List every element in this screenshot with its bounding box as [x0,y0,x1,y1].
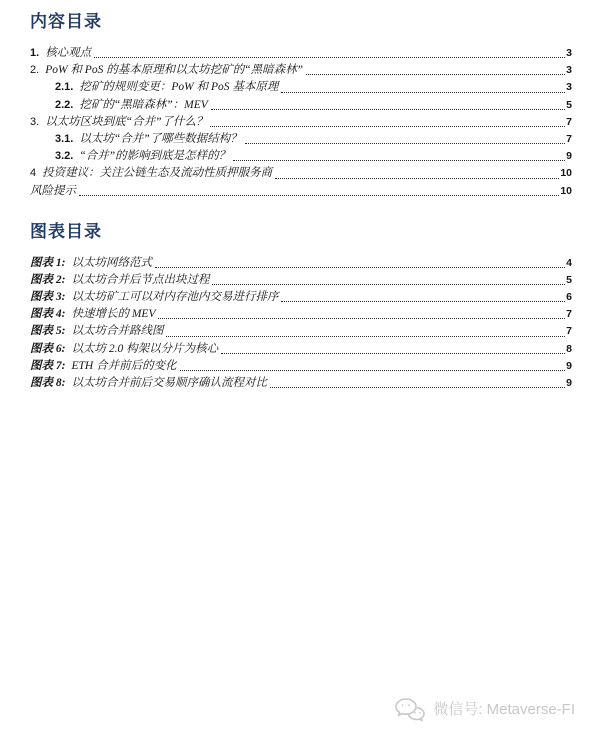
figure-row-number: 图表 8: [30,377,66,389]
toc-row [30,114,572,131]
figure-row-number: 图表 3: [30,291,66,304]
toc-row-label: 挖矿的“黑暗森林”：MEV [79,98,208,111]
toc-row-number: 3. [30,115,40,128]
dotted-leader [245,143,566,144]
figure-row-label: ETH 合并前后的变化 [71,359,177,372]
figure-row-number: 图表 5: [30,325,66,338]
toc-row-number: 3.1. [55,132,74,145]
toc-row-label: “合并”的影响到底是怎样的？ [79,150,231,163]
page-number: 7 [566,115,572,128]
figure-list [30,255,572,393]
toc-row [30,131,572,148]
toc-list [30,45,572,200]
page-number: 10 [560,184,572,197]
figure-row [30,306,572,323]
dotted-leader [211,109,565,110]
figure-row-label: 以太坊合并前后交易顺序确认流程对比 [71,377,267,389]
figure-row-number: 图表 4: [30,308,66,321]
toc-row-number: 1. [30,47,40,59]
figure-row [30,358,572,375]
figure-row [30,289,572,306]
figures-section-title: 图表目录 [30,221,102,241]
figure-row [30,341,572,358]
page-number: 9 [566,377,572,389]
figure-row-number: 图表 6: [30,342,66,355]
toc-row [30,97,572,114]
page-number: 7 [566,308,572,321]
toc-row-label: 以太坊区块到底“合并”了什么？ [45,115,208,128]
toc-row-number: 2.1. [55,81,74,94]
toc-row [30,45,572,62]
page-number: 3 [566,81,572,94]
figure-row-label: 快速增长的 MEV [71,308,156,321]
page-number: 7 [566,132,572,145]
dotted-leader [281,301,565,302]
toc-row-number: 3.2. [55,150,74,163]
figure-row [30,375,572,392]
figure-row-label: 以太坊 2.0 构架以分片为核心 [71,342,219,355]
toc-row-label: 风险提示 [30,184,76,197]
dotted-leader [221,353,565,354]
page-number: 7 [566,325,572,338]
page-number: 9 [566,359,572,372]
dotted-leader [180,370,566,371]
toc-row [30,183,572,200]
dotted-leader [212,284,565,285]
dotted-leader [281,92,565,93]
toc-row [30,148,572,165]
figure-row-label: 以太坊网络范式 [71,256,152,269]
figure-row [30,255,572,272]
toc-row-number: 2.2. [55,98,74,111]
toc-row [30,165,572,182]
dotted-leader [94,57,565,58]
toc-row-label: 投资建议：关注公链生态及流动性质押服务商 [42,167,273,180]
toc-row-label: 以太坊“合并”了哪些数据结构？ [79,132,242,145]
page-number: 3 [566,64,572,77]
page-number: 9 [566,150,572,163]
dotted-leader [210,126,565,127]
figure-row-number: 图表 1: [30,256,66,269]
dotted-leader [233,160,565,161]
page-number: 6 [566,291,572,304]
figure-row-label: 以太坊合并路线图 [71,325,164,338]
dotted-leader [306,74,565,75]
toc-section-title: 内容目录 [30,12,102,31]
toc-row-number: 2. [30,64,40,77]
page-number: 3 [566,47,572,59]
figure-row [30,272,572,289]
page-number: 8 [566,342,572,355]
toc-row-number: 4 [30,167,37,180]
page-number: 10 [560,167,572,180]
figure-row-number: 图表 7: [30,359,66,372]
toc-row [30,62,572,79]
dotted-leader [155,267,565,268]
page-number: 4 [566,256,572,269]
dotted-leader [158,318,565,319]
figure-row-label: 以太坊合并后节点出块过程 [71,273,210,286]
page-number: 5 [566,273,572,286]
toc-row-label: 挖矿的规则变更：PoW 和 PoS 基本原理 [79,81,279,94]
dotted-leader [275,178,559,179]
watermark [394,697,575,723]
watermark-text: 微信号: Metaverse-FI [433,701,575,718]
toc-row [30,79,572,96]
wechat-icon [394,697,426,723]
toc-row-label: 核心观点 [45,47,92,59]
figure-row-label: 以太坊矿工可以对内存池内交易进行排序 [71,291,279,304]
dotted-leader [270,387,565,388]
dotted-leader [166,336,565,337]
dotted-leader [79,195,559,196]
page-number: 5 [566,98,572,111]
figure-row-number: 图表 2: [30,273,66,286]
figure-row [30,323,572,340]
toc-row-label: PoW 和 PoS 的基本原理和以太坊挖矿的“黑暗森林” [45,64,303,77]
